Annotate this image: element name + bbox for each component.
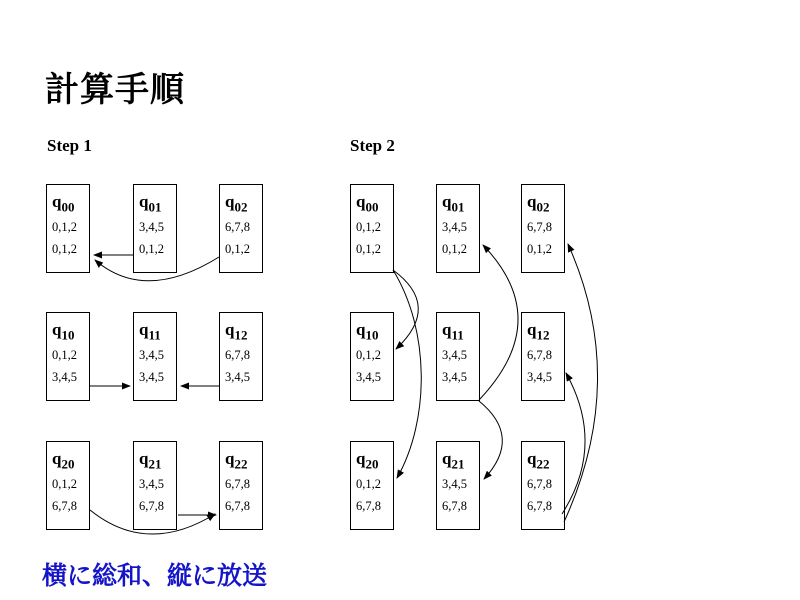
arrow-step2-q11-to-q21	[479, 401, 502, 479]
node-result-row: 6,7,8	[356, 499, 381, 514]
node-result-row: 3,4,5	[356, 370, 381, 385]
node-values-row: 0,1,2	[356, 220, 381, 235]
arrow-step2-q11-to-q01	[479, 245, 518, 400]
node-values-row: 3,4,5	[442, 220, 467, 235]
node-label: $q_{02}$	[225, 192, 248, 215]
node-label: $q_{12}$	[225, 320, 248, 343]
node-result-row: 3,4,5	[225, 370, 250, 385]
node-label: $q_{21}$	[139, 449, 162, 472]
step2-node-q12	[521, 312, 565, 401]
step1-node-q00	[46, 184, 90, 273]
step1-node-q11	[133, 312, 177, 401]
step1-label: Step 1	[47, 136, 92, 155]
step1-node-q12	[219, 312, 263, 401]
step2-node-q20	[350, 441, 394, 530]
node-result-row: 6,7,8	[52, 499, 77, 514]
step2-node-q10	[350, 312, 394, 401]
step2-label: Step 2	[350, 136, 395, 155]
arrow-step2-q00-to-q20	[393, 270, 421, 478]
node-label: $q_{01}$	[139, 192, 162, 215]
node-result-row: 6,7,8	[527, 499, 552, 514]
node-label: $q_{00}$	[52, 192, 75, 215]
arrow-step2-q22-to-q12	[562, 373, 585, 514]
node-result-row: 3,4,5	[139, 370, 164, 385]
node-label: $q_{12}$	[527, 320, 550, 343]
step1-node-q10	[46, 312, 90, 401]
node-values-row: 0,1,2	[52, 220, 77, 235]
node-result-row: 0,1,2	[139, 242, 164, 257]
node-values-row: 0,1,2	[356, 477, 381, 492]
step1-node-q22	[219, 441, 263, 530]
node-result-row: 6,7,8	[442, 499, 467, 514]
step2-node-q22	[521, 441, 565, 530]
node-result-row: 0,1,2	[52, 242, 77, 257]
node-values-row: 3,4,5	[139, 348, 164, 363]
node-values-row: 3,4,5	[139, 220, 164, 235]
node-values-row: 3,4,5	[442, 348, 467, 363]
step2-node-q11	[436, 312, 480, 401]
step1-node-q02	[219, 184, 263, 273]
node-label: $q_{10}$	[52, 320, 75, 343]
step2-node-q02	[521, 184, 565, 273]
node-label: $q_{21}$	[442, 449, 465, 472]
node-result-row: 0,1,2	[527, 242, 552, 257]
node-values-row: 0,1,2	[356, 348, 381, 363]
node-result-row: 3,4,5	[442, 370, 467, 385]
node-result-row: 3,4,5	[52, 370, 77, 385]
node-values-row: 3,4,5	[139, 477, 164, 492]
node-result-row: 0,1,2	[442, 242, 467, 257]
arrow-step2-q00-to-q10	[393, 270, 418, 349]
node-values-row: 6,7,8	[225, 477, 250, 492]
node-label: $q_{22}$	[225, 449, 248, 472]
node-result-row: 6,7,8	[139, 499, 164, 514]
node-values-row: 3,4,5	[442, 477, 467, 492]
node-label: $q_{00}$	[356, 192, 379, 215]
node-values-row: 6,7,8	[225, 220, 250, 235]
node-values-row: 6,7,8	[527, 348, 552, 363]
node-values-row: 0,1,2	[52, 348, 77, 363]
node-values-row: 6,7,8	[527, 220, 552, 235]
node-label: $q_{22}$	[527, 449, 550, 472]
page-title: 計算手順	[45, 70, 185, 110]
step2-node-q00	[350, 184, 394, 273]
node-label: $q_{01}$	[442, 192, 465, 215]
footer-caption: 横に総和、縦に放送	[42, 561, 268, 590]
node-label: $q_{11}$	[442, 320, 464, 343]
node-label: $q_{20}$	[52, 449, 75, 472]
node-label: $q_{20}$	[356, 449, 379, 472]
step1-node-q01	[133, 184, 177, 273]
node-label: $q_{11}$	[139, 320, 161, 343]
node-label: $q_{10}$	[356, 320, 379, 343]
arrow-step2-q22-to-q02	[564, 244, 598, 522]
node-label: $q_{02}$	[527, 192, 550, 215]
node-values-row: 0,1,2	[52, 477, 77, 492]
step2-node-q01	[436, 184, 480, 273]
node-result-row: 0,1,2	[225, 242, 250, 257]
node-values-row: 6,7,8	[527, 477, 552, 492]
node-result-row: 6,7,8	[225, 499, 250, 514]
node-values-row: 6,7,8	[225, 348, 250, 363]
step2-node-q21	[436, 441, 480, 530]
step1-node-q20	[46, 441, 90, 530]
step1-node-q21	[133, 441, 177, 530]
node-result-row: 0,1,2	[356, 242, 381, 257]
node-result-row: 3,4,5	[527, 370, 552, 385]
